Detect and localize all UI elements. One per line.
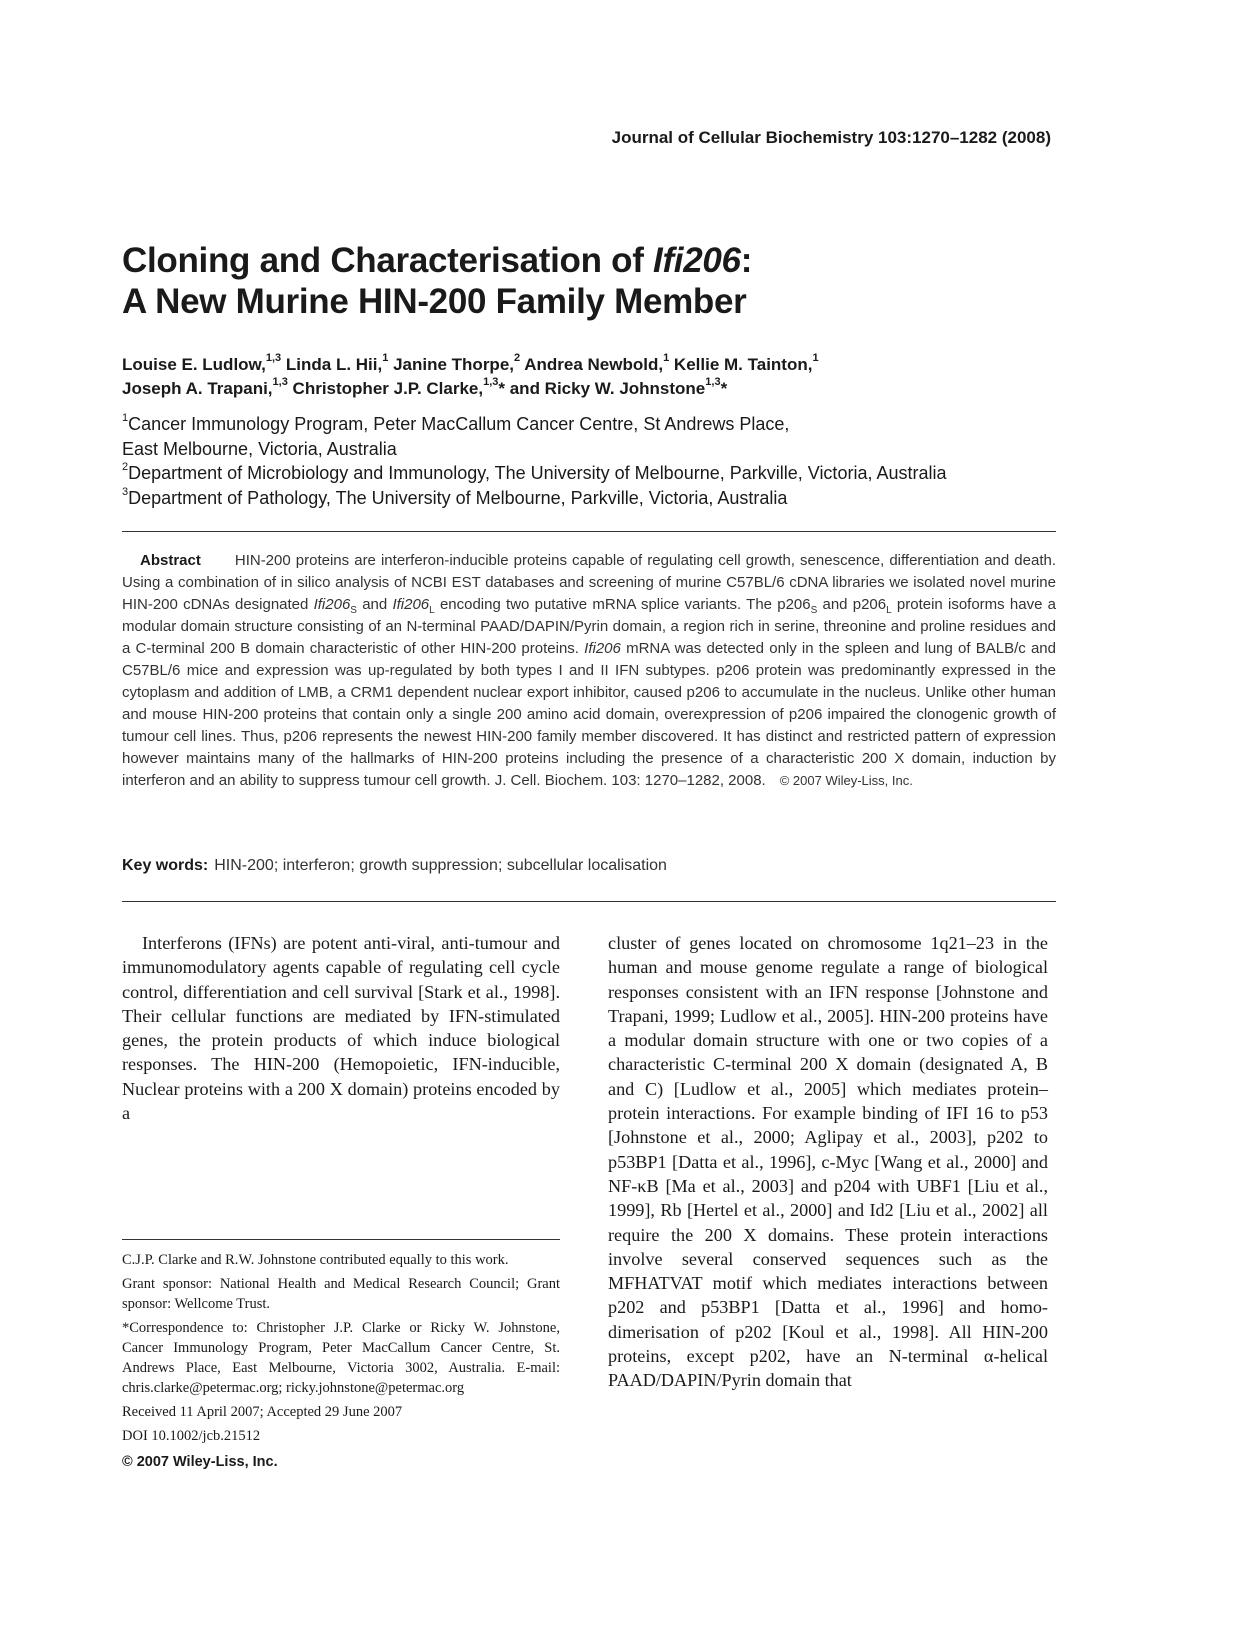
abstract-copyright: © 2007 Wiley-Liss, Inc. <box>779 773 913 788</box>
footnote-rule <box>122 1239 560 1240</box>
subscript: S <box>350 605 357 616</box>
author-name: Louise E. Ludlow, <box>122 355 266 374</box>
title-line-1 <box>122 240 1122 281</box>
subscript: L <box>429 605 435 616</box>
abstract-text: protein isoforms have a modular domain structure consisting of an N-terminal PAAD/DAPIN/Pyrin domain, a region rich in serine, threonine and proline residues and a C-terminal 200 B domain characteristic of other HIN-200 proteins. <box>122 596 1056 657</box>
subscript: L <box>886 605 892 616</box>
keywords <box>122 857 667 875</box>
corresponding-marker: * <box>720 379 728 398</box>
affiliation-marker: 1,3 <box>705 376 721 389</box>
title-colon: : <box>740 241 753 280</box>
affiliation-marker: 1 <box>663 352 670 365</box>
author-name: Joseph A. Trapani, <box>122 379 273 398</box>
affiliation-text: East Melbourne, Victoria, Australia <box>122 438 397 459</box>
author-name: Kellie M. Tainton, <box>669 355 813 374</box>
author-line-2 <box>122 377 1122 401</box>
affiliation-number: 1 <box>122 412 129 424</box>
keywords-text: HIN-200; interferon; growth suppression; subcellular localisation <box>214 857 667 874</box>
gene-name: Ifi206 <box>392 596 430 613</box>
affiliation-marker: 1 <box>812 352 819 365</box>
abstract-text: and <box>356 596 393 613</box>
affiliation-number: 2 <box>122 461 129 473</box>
body-column-left: Interferons (IFNs) are potent anti-viral, anti-tumour and immunomodulatory agents capable of regulating cell cycle control, differentiation and cell survival [Stark et al., 1998]. Their cellular functions are mediated by IFN-stimulated genes, the protein products of which induce biological responses. The HIN-200 (Hemopoietic, IFN-inducible, Nuclear proteins with a 200 X domain) proteins encoded by a <box>122 933 560 1124</box>
affiliation-1 <box>122 412 1122 437</box>
footnote-received: Received 11 April 2007; Accepted 29 June 2007 <box>122 1404 403 1420</box>
abstract-text: and p206 <box>817 596 887 613</box>
gene-name: Ifi206 <box>584 640 621 657</box>
footnote-correspondence: *Correspondence to: Christopher J.P. Clarke or Ricky W. Johnstone, Cancer Immunology Program, Peter MacCallum Cancer Centre, St. Andrews Place, East Melbourne, Victoria 3002, Australia. E-mail: chris.clarke@petermac.org; ricky.johnstone@petermac.org <box>122 1320 560 1396</box>
abstract-text: encoding two putative mRNA splice variants. The p206 <box>434 596 811 613</box>
affiliation-number: 3 <box>122 485 129 498</box>
affiliation-marker: 2 <box>514 352 521 365</box>
abstract-label: Abstract <box>140 552 201 569</box>
footnotes <box>122 1250 560 1476</box>
affiliation-3 <box>122 486 1122 511</box>
body-column-right: cluster of genes located on chromosome 1q21–23 in the human and mouse genome regulate a range of biological responses consistent with an IFN response [Johnstone and Trapani, 1999; Ludlow et al., 2005]. HIN-200 proteins have a modular domain structure with one or two copies of a characteristic C-terminal 200 X domain (designated A, B and C) [Ludlow et al., 2005] which mediates protein–protein interactions. For example binding of IFI 16 to p53 [Johnstone et al., 2000; Aglipay et al., 2003], p202 to p53BP1 [Datta et al., 1996], c-Myc [Wang et al., 2000] and NF-κB [Ma et al., 2003] and p204 with UBF1 [Liu et al., 1999], Rb [Hertel et al., 2000] and Id2 [Liu et al., 2002] all require the 200 X domains. These protein interactions involve several conserved sequences such as the MFHATVAT motif which mediates interactions between p202 and p53BP1 [Datta et al., 1996] and homo-dimerisation of p202 [Koul et al., 1998]. All HIN-200 proteins, except p202, have an N-terminal α-helical PAAD/DAPIN/Pyrin domain that <box>608 933 1048 1391</box>
affiliation-text: Department of Pathology, The University of Melbourne, Parkville, Victoria, Australia <box>128 487 788 508</box>
affiliation-text: Cancer Immunology Program, Peter MacCallum Cancer Centre, St Andrews Place, <box>128 414 790 434</box>
author-name: Christopher J.P. Clarke, <box>287 379 484 398</box>
abstract-text: HIN-200 proteins are interferon-inducible proteins capable of regulating cell growth, senescence, differentiation and death. Using a combination of in silico analysis of NCBI EST databases and screening of murine C57BL/6 cDNA libraries we isolated novel murine HIN-200 cDNAs designated <box>122 552 1056 613</box>
title-text: Cloning and Characterisation of <box>122 241 654 280</box>
author-line-1 <box>122 353 1122 377</box>
body-top-rule <box>122 901 1056 902</box>
affiliation-2 <box>122 461 1122 486</box>
abstract <box>122 550 1056 792</box>
abstract-top-rule <box>122 531 1056 532</box>
affiliation-marker: 1,3 <box>483 376 499 389</box>
affiliation-marker: 1 <box>382 352 389 365</box>
footnote-doi: DOI 10.1002/jcb.21512 <box>122 1428 261 1444</box>
affiliation-marker: 1,3 <box>272 376 288 389</box>
author-name: * and Ricky W. Johnstone <box>498 379 706 398</box>
author-name: Janine Thorpe, <box>388 355 514 374</box>
footnote-copyright: © 2007 Wiley-Liss, Inc. <box>122 1454 278 1470</box>
footnote-grant: Grant sponsor: National Health and Medical Research Council; Grant sponsor: Wellcome Trust. <box>122 1276 560 1312</box>
title-gene-name: Ifi206 <box>653 241 741 280</box>
footnote-equal-contribution: C.J.P. Clarke and R.W. Johnstone contributed equally to this work. <box>122 1252 509 1268</box>
article-title <box>122 240 1122 322</box>
abstract-text: mRNA was detected only in the spleen and lung of BALB/c and C57BL/6 mice and expression was up-regulated by both types I and II IFN subtypes. p206 protein was predominantly expressed in the cytoplasm and addition of LMB, a CRM1 dependent nuclear export inhibitor, caused p206 to accumulate in the nucleus. Unlike other human and mouse HIN-200 proteins that contain only a single 200 amino acid domain, overexpression of p206 impaired the clonogenic growth of tumour cell lines. Thus, p206 represents the newest HIN-200 family member discovered. It has distinct and restricted pattern of expression however maintains many of the hallmarks of HIN-200 proteins including the presence of a characteristic 200 X domain, induction by interferon and an ability to suppress tumour cell growth. J. Cell. Biochem. 103: 1270–1282, 2008. <box>122 640 1056 789</box>
affiliations <box>122 412 1122 510</box>
subscript: S <box>810 605 818 616</box>
title-line-2: A New Murine HIN-200 Family Member <box>122 282 747 321</box>
affiliation-marker: 1,3 <box>265 352 282 365</box>
keywords-label: Key words: <box>122 857 209 874</box>
author-name: Linda L. Hii, <box>281 355 383 374</box>
affiliation-text: Department of Microbiology and Immunology, The University of Melbourne, Parkville, Victoria, Australia <box>128 463 947 483</box>
author-list <box>122 353 1122 401</box>
gene-name: Ifi206 <box>313 596 351 613</box>
affiliation-1-cont <box>122 437 1122 462</box>
author-name: Andrea Newbold, <box>520 355 664 374</box>
journal-citation: Journal of Cellular Biochemistry 103:1270–1282 (2008) <box>611 128 1051 147</box>
